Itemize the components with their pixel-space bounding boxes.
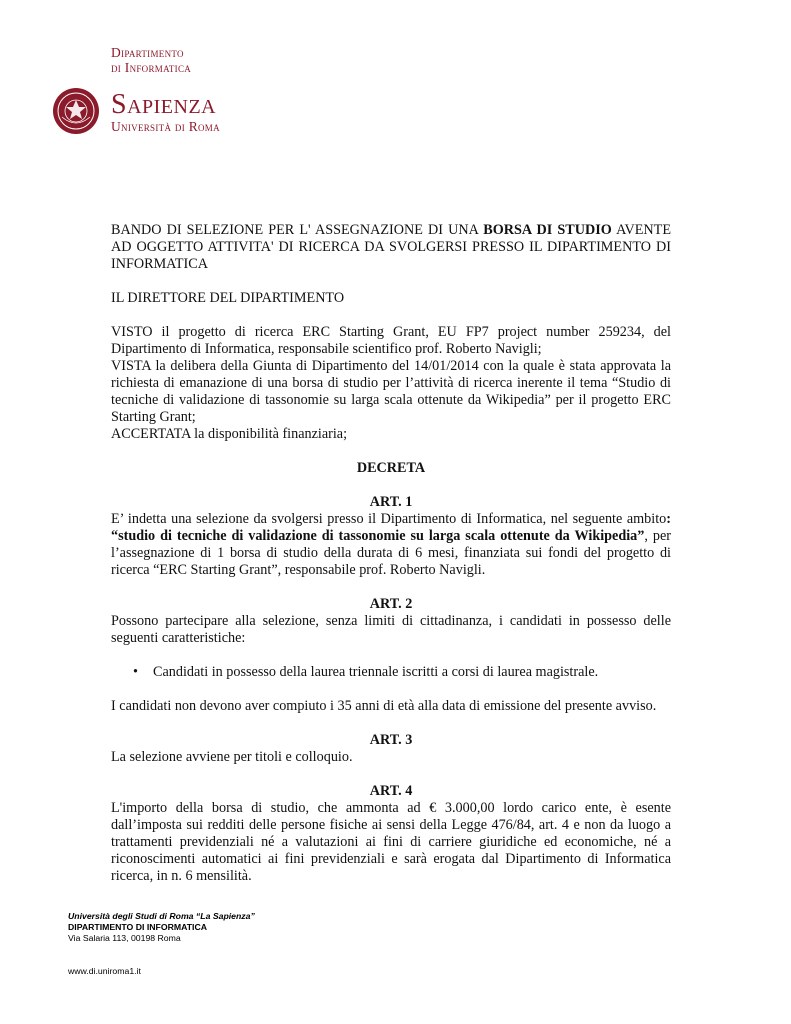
document-title (111, 222, 671, 273)
premise-visto: VISTO il progetto di ricerca ERC Starting Grant, EU FP7 project number 259234, del Dipartimento di Informatica, responsabile scientifico prof. Roberto Navigli; (111, 324, 671, 357)
age-requirement: I candidati non devono aver compiuto i 35 anni di età alla data di emissione del presente avviso. (111, 698, 657, 714)
sapienza-seal-logo (52, 87, 100, 135)
title-text-end: AVENTE AD OGGETTO ATTIVITA' DI RICERCA DA SVOLGERSI PRESSO IL DIPARTIMENTO DI INFORMATICA (111, 222, 672, 272)
footer-university: Università degli Studi di Roma “La Sapienza” (68, 911, 255, 921)
director-heading: IL DIRETTORE DEL DIPARTIMENTO (111, 290, 345, 306)
department-header (111, 45, 191, 75)
university-brand (111, 90, 220, 134)
footer-website-link[interactable]: www.di.uniroma1.it (68, 966, 141, 976)
department-name-line2: di Informatica (111, 60, 192, 75)
document-body (111, 222, 671, 885)
art1-text-end: , per l’assegnazione di 1 borsa di studio della durata di 6 mesi, finanziata sui fondi del progetto di ricerca “ERC Starting Grant”, responsabile prof. Roberto Navigli. (111, 528, 671, 578)
art3-text: La selezione avviene per titoli e colloquio. (111, 749, 353, 765)
title-bold-text: BORSA DI STUDIO (483, 222, 612, 238)
brand-name: Sapienza (111, 89, 217, 120)
art3-heading: ART. 3 (369, 732, 413, 748)
footer-department: DIPARTIMENTO DI INFORMATICA (68, 922, 207, 932)
art2-heading: ART. 2 (369, 596, 413, 612)
art1-text-start: E’ indetta una selezione da svolgersi presso il Dipartimento di Informatica, nel seguente ambito (111, 511, 667, 527)
premise-vista: VISTA la delibera della Giunta di Dipartimento del 14/01/2014 con la quale è stata approvata la richiesta di emanazione di una borsa di studio per l’attività di ricerca inerente il tema “Studio di tecniche di validazione di tassonomie su larga scala ottenute da Wikipedia” per il progetto ERC Starting Grant; (111, 358, 671, 425)
decreta-heading: DECRETA (356, 460, 426, 476)
title-text-start: BANDO DI SELEZIONE PER L' ASSEGNAZIONE DI UNA (111, 222, 484, 238)
art4-heading: ART. 4 (369, 783, 413, 799)
footer-street: Via Salaria 113, 00198 Roma (68, 933, 181, 943)
requirements-list (111, 664, 671, 681)
list-item: • Candidati in possesso della laurea triennale iscritti a corsi di laurea magistrale. (133, 664, 671, 681)
art1-text (111, 511, 671, 579)
art4-text: L'importo della borsa di studio, che ammonta ad € 3.000,00 lordo carico ente, è esente dall’imposta sui redditi delle persone fisiche ai sensi della Legge 476/84, art. 4 e non da luogo a trattamenti previdenziali né a valutazioni ai fini di carriere giuridiche ed economiche, né a riconoscimenti automatici ai fini previdenziali e sarà erogata dal Dipartimento di Informatica ricerca, in n. 6 mensilità. (111, 800, 671, 884)
art1-bold-topic: : “studio di tecniche di validazione di tassonomie su larga scala ottenute da Wikipedia” (111, 511, 671, 544)
art1-heading: ART. 1 (369, 494, 413, 510)
art2-text: Possono partecipare alla selezione, senza limiti di cittadinanza, i candidati in possesso delle seguenti caratteristiche: (111, 613, 671, 646)
department-name-line1: Dipartimento (111, 45, 184, 60)
brand-subtitle: Università di Roma (111, 119, 220, 134)
footer-address (68, 911, 255, 944)
premise-accertata: ACCERTATA la disponibilità finanziaria; (111, 426, 348, 442)
